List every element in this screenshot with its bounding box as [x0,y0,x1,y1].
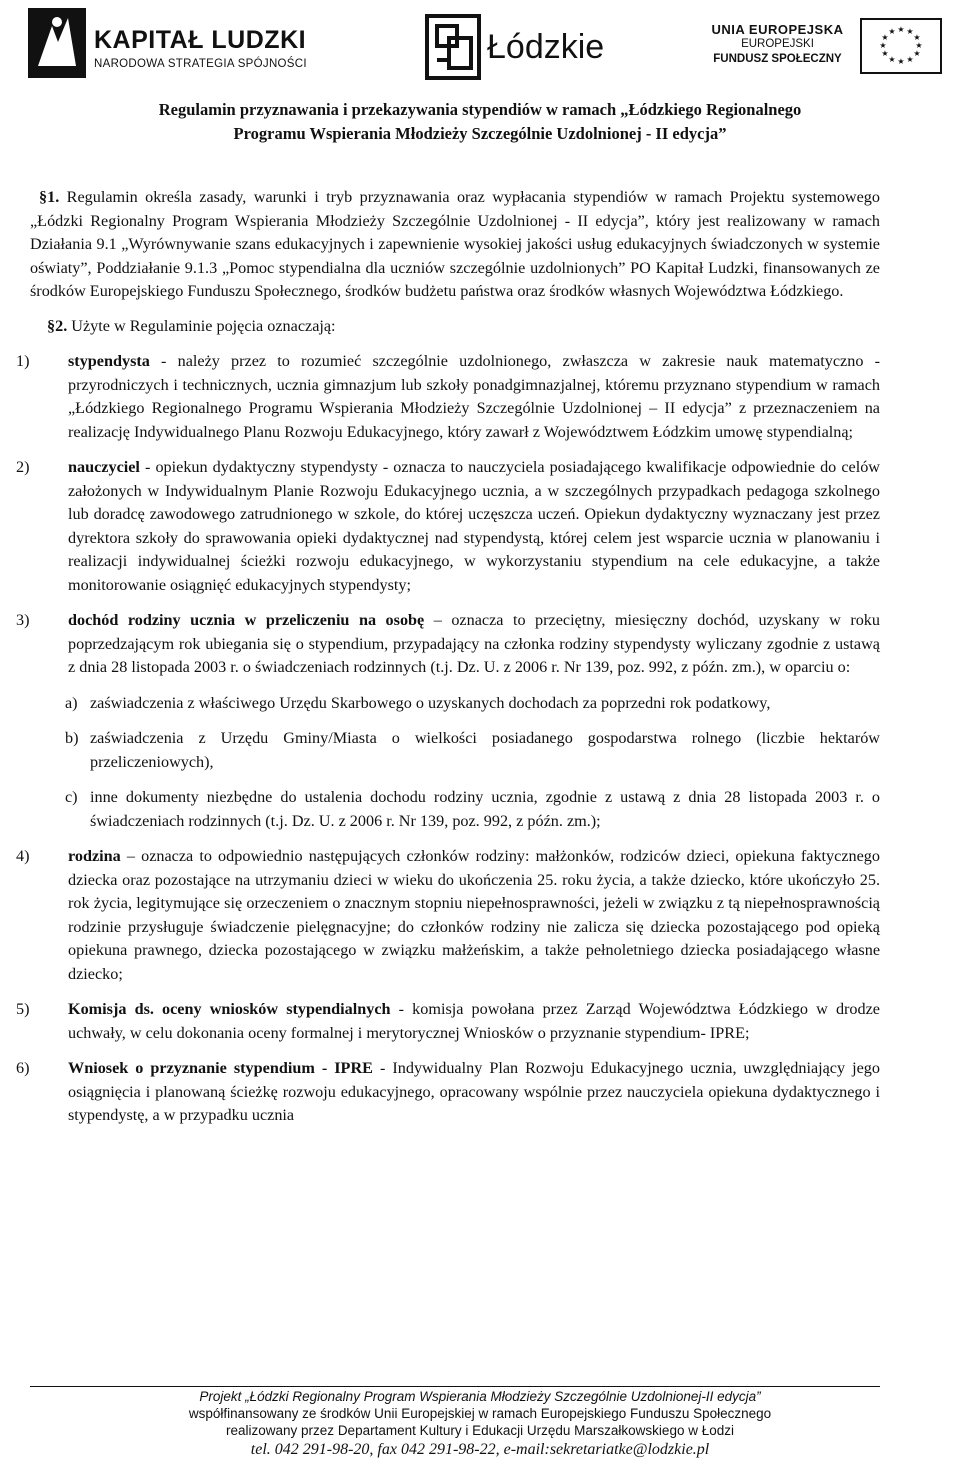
document-body [16,186,880,1128]
section-1-number: 1. [47,188,60,206]
definition-3 [16,609,880,680]
page-footer [0,1388,960,1461]
definition-1 [16,350,880,444]
section-1 [30,186,880,304]
definition-number: 4) [16,847,30,865]
section-symbol: § [47,316,56,335]
definition-6 [16,1057,880,1128]
svg-text:★: ★ [879,41,887,50]
definition-term: dochód rodziny ucznia w przeliczeniu na osobę [68,611,425,629]
page-header [0,0,960,96]
eu-logo [700,18,940,88]
document-title-line-2: Programu Wspierania Młodzieży Szczególnie Uzdolnionej - II edycja” [233,124,727,143]
svg-text:★: ★ [888,27,896,36]
section-1-text: Regulamin określa zasady, warunki i tryb przyznawania oraz wypłacania stypendiów w ramach Projektu systemowego „Łódzki Regionalny Program Wspierania Młodzieży Szczególnie Uzdolnionej - II edycja”, który jest realizowany w ramach Działania 9.1 „Wyrównywanie szans edukacyjnych i zapewnienie wysokiej jakości usług edukacyjnych świadczonych w systemie oświaty”, Poddziałanie 9.1.3 „Pomoc stypendialna dla uczniów szczególnie uzdolnionych” PO Kapitał Ludzki, finansowanych ze środków Europejskiego Funduszu Społecznego, środków budżetu państwa oraz środków własnych Województwa Łódzkiego. [30,188,880,300]
definition-3-item-b [30,727,880,774]
definition-term: rodzina [68,847,121,865]
item-letter: b) [65,729,79,747]
svg-text:★: ★ [897,57,905,66]
item-letter: a) [65,693,78,712]
definition-number: 1) [16,352,30,370]
footer-funding-line: współfinansowany ze środków Unii Europejskiej w ramach Europejskiego Funduszu Społecznego [188,1406,772,1421]
svg-text:★: ★ [913,49,921,58]
svg-text:★: ★ [897,25,905,34]
definition-4 [16,845,880,986]
kapital-ludzki-logo [28,8,328,78]
definition-text: - opiekun dydaktyczny stypendysty - oznacza to nauczyciela posiadającego kwalifikacje odpowiednie do celów założonych w Indywidualnym Planie Rozwoju Edukacyjnego ucznia, a w szczególnych przypadkach pedagoga szkolnego lub doradcę zawodowego zatrudnionego w szkole, do której uczęszcza uczeń. Opiekun dydaktyczny wyznaczany jest przez dyrektora szkoły do sprawowania opieki dydaktycznej nad stypendystą, której celem jest wsparcie ucznia w planowaniu i realizacji indywidualnej ścieżki rozwoju edukacyjnego, w wykorzystaniu stypendium na cele edukacyjne, a także monitorowanie osiągnięć edukacyjnych stypendysty; [68,458,880,594]
definition-3-item-a [30,692,880,716]
definition-text: – oznacza to przeciętny, miesięczny dochód, uzyskany w roku poprzedzającym rok ubiegania się o stypendium, przypadający na członka rodziny stypendysty wyliczany zgodnie z ustawą z dnia 28 listopada 2003 r. o świadczeniach rodzinnych (t.j. Dz. U. z 2006 r. Nr 139, poz. 992, z późn. zm.), w oparciu o: [68,611,880,676]
definition-text: – oznacza to odpowiednio następujących członków rodziny: małżonków, rodziców dzieci, opiekuna faktycznego dziecka oraz pozostające na utrzymaniu dzieci w wieku do ukończenia 25. roku życia, a także dziecko, które ukończyło 25. rok życia, legitymujące się orzeczeniem o znacznym stopniu niepełnosprawności, jeżeli w związku z tą niepełnosprawnością rodzinie przysługuje świadczenie pielęgnacyjne; do członków rodziny nie zalicza się dziecka pozostającego pod opieką opiekuna prawnego, dziecka pozostającego w związku małżeńskim, a także pełnoletniego dziecka posiadającego własne dziecko; [68,847,880,983]
item-text: zaświadczenia z Urzędu Gminy/Miasta o wielkości posiadanego gospodarstwa rolnego (liczbie hektarów przeliczeniowych), [90,729,880,771]
definition-3-item-c [30,786,880,833]
section-2-number: 2. [55,316,68,335]
item-text: inne dokumenty niezbędne do ustalenia dochodu rodziny ucznia, zgodnie z ustawą z dnia 28 listopada 2003 r. o świadczeniach rodzinnych (t.j. Dz. U. z 2006 r. Nr 139, poz. 992, z późn. zm.); [90,788,880,830]
definition-number: 3) [16,611,30,629]
definition-text: - komisja powołana przez Zarząd Województwa Łódzkiego w drodze uchwały, w celu dokonania oceny formalnej i merytorycznej Wniosków o przyznanie stypendium- IPRE; [68,1000,880,1042]
svg-text:★: ★ [888,55,896,64]
section-2 [30,315,880,339]
definition-text: - Indywidualny Plan Rozwoju Edukacyjnego ucznia, uwzględniający jego osiągnięcia i planowaną ścieżkę rozwoju edukacyjnego, opracowany wspólnie przez nauczyciela opiekuna dydaktycznego i stypendystę, a w przypadku ucznia [68,1059,880,1124]
svg-text:★: ★ [906,55,914,64]
footer-contact-line: tel. 042 291-98-20, fax 042 291-98-22, e-mail:sekretariatke@lodzkie.pl [250,1441,710,1458]
footer-project-line: Projekt „Łódzki Regionalny Program Wspierania Młodzieży Szczególnie Uzdolnionej-II edycja” [199,1389,761,1404]
definition-5 [16,998,880,1045]
eu-flag-icon [860,18,942,74]
definition-number: 5) [16,1000,30,1018]
svg-text:★: ★ [881,49,889,58]
definition-term: Wniosek o przyznanie stypendium - IPRE [68,1059,373,1077]
definition-term: Komisja ds. oceny wniosków stypendialnych [68,1000,391,1018]
eu-line-fund: FUNDUSZ SPOŁECZNY [713,53,842,65]
definition-2 [16,456,880,597]
lodzkie-logo [425,14,645,84]
eu-line-union: UNIA EUROPEJSKA [711,22,844,37]
eu-line-european: EUROPEJSKI [741,38,814,50]
definition-term: stypendysta [68,352,150,370]
kapital-ludzki-title: KAPITAŁ LUDZKI [94,26,307,54]
document-title-line-1: Regulamin przyznawania i przekazywania stypendiów w ramach „Łódzkiego Regionalnego [158,100,802,119]
kapital-ludzki-emblem-icon [28,8,86,78]
lodzkie-emblem-icon [425,14,481,80]
footer-divider [30,1386,880,1387]
svg-text:★: ★ [913,33,921,42]
definition-text: - należy przez to rozumieć szczególnie uzdolnionego, zwłaszcza w zakresie nauk matematyczno - przyrodniczych i technicznych, ucznia gimnazjum lub szkoły ponadgimnazjalnej, któremu przyznano stypendium w ramach „Łódzkiego Regionalnego Programu Wspierania Młodzieży Szczególnie Uzdolnionej – II edycja” z przeznaczeniem na realizację Indywidualnego Planu Rozwoju Edukacyjnego, który zawarł z Województwem Łódzkim umowę stypendialną; [68,352,880,441]
document-title [0,98,960,146]
item-text: zaświadczenia z właściwego Urzędu Skarbowego o uzyskanych dochodach za poprzedni rok podatkowy, [90,693,771,712]
definition-term: nauczyciel [68,458,140,476]
footer-realization-line: realizowany przez Departament Kultury i Edukacji Urzędu Marszałkowskiego w Łodzi [226,1423,734,1438]
svg-text:★: ★ [915,41,923,50]
definition-number: 2) [16,458,30,476]
section-2-intro: Użyte w Regulaminie pojęcia oznaczają: [67,316,336,335]
kapital-ludzki-subtitle: NARODOWA STRATEGIA SPÓJNOŚCI [94,58,307,70]
item-letter: c) [65,788,78,806]
definition-number: 6) [16,1059,30,1077]
svg-text:★: ★ [881,33,889,42]
section-symbol: § [39,188,48,206]
lodzkie-name: Łódzkie [487,28,605,66]
svg-text:★: ★ [906,27,914,36]
